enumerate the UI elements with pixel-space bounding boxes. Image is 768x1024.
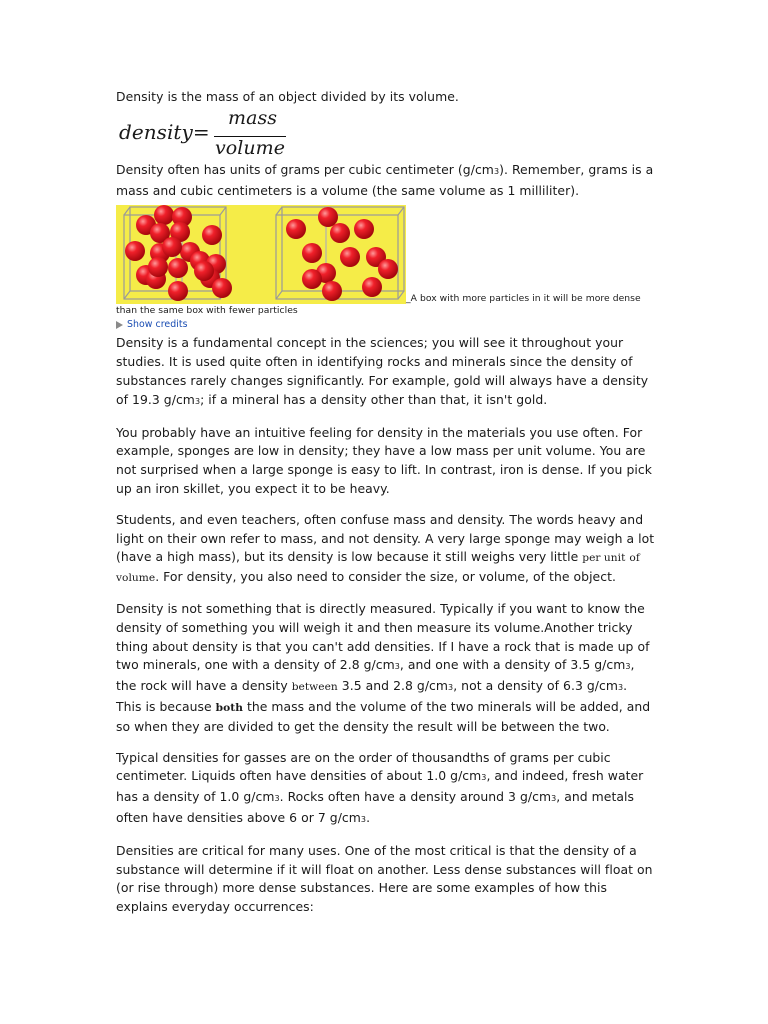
formula-denominator: volume [215,136,286,159]
intro-sentence: Density is the mass of an object divided by its volume. [116,89,459,104]
paragraph-5: Typical densities for gasses are on the order of thousandths of grams per cubic centimeter. Liquids often have densities of about 1.0 g/cm3, and indeed, fresh water has a density of 1.0 g/cm3. Rocks often have a density around 3 g/cm3, and metals often have densities above 6 or 7 g/cm3. [116,749,644,825]
document-page [116,88,656,917]
particle-boxes-image [116,205,406,304]
figure [116,205,656,305]
expand-triangle-icon [116,321,123,329]
paragraph-2: You probably have an intuitive feeling for density in the materials you use often. For example, sponges are low in density; they have a low mass per unit volume. You are not surprised when a large sponge is easy to lift. In contrast, iron is dense. If you pick up an iron skillet, you expect it to be heavy. [116,424,652,496]
show-credits-link[interactable]: Show credits [127,319,188,331]
units-paragraph: Density often has units of grams per cubic centimeter (g/cm3). Remember, grams is a mass and cubic centimeters is a volume (the same volume as 1 milliliter). [116,161,654,198]
figure-caption-line1: _A box with more particles in it will be more dense [406,293,641,305]
density-formula [116,106,656,161]
paragraph-3: Students, and even teachers, often confuse mass and density. The words heavy and light on their own refer to mass, and not density. A very large sponge may weigh a lot (have a high mass), but its density is low because it still weighs very little per unit of volume. For density, you also need to consider the size, or volume, of the object. [116,511,655,585]
show-credits-toggle[interactable] [116,318,656,331]
paragraph-6: Densities are critical for many uses. One of the most critical is that the density of a substance will determine if it will float on another. Less dense substances will float on (or rise through) more dense substances. Here are some examples of how this explains everyday occurrences: [116,842,653,915]
paragraph-1: Density is a fundamental concept in the sciences; you will see it throughout your studies. It is used quite often in identifying rocks and minerals since the density of substances rarely changes significantly. For example, gold will always have a density of 19.3 g/cm3; if a mineral has a density other than that, it isn't gold. [116,335,649,407]
paragraph-4: Density is not something that is directly measured. Typically if you want to know the density of something you will weigh it and then measure its volume.Another tricky thing about density is that you can't add densities. If I have a rock that is made up of two minerals, one with a density of 2.8 g/cm3, and one with a density of 3.5 g/cm3, the rock will have a density between 3.5 and 2.8 g/cm3, not a density of 6.3 g/cm3. This is because both the mass and the volume of the two minerals will be added, and so when they are divided to get the density the result will be between the two. [116,600,651,734]
figure-caption-line2: than the same box with fewer particles [116,305,298,317]
formula-lhs: density= [119,119,210,144]
formula-numerator: mass [228,106,278,129]
